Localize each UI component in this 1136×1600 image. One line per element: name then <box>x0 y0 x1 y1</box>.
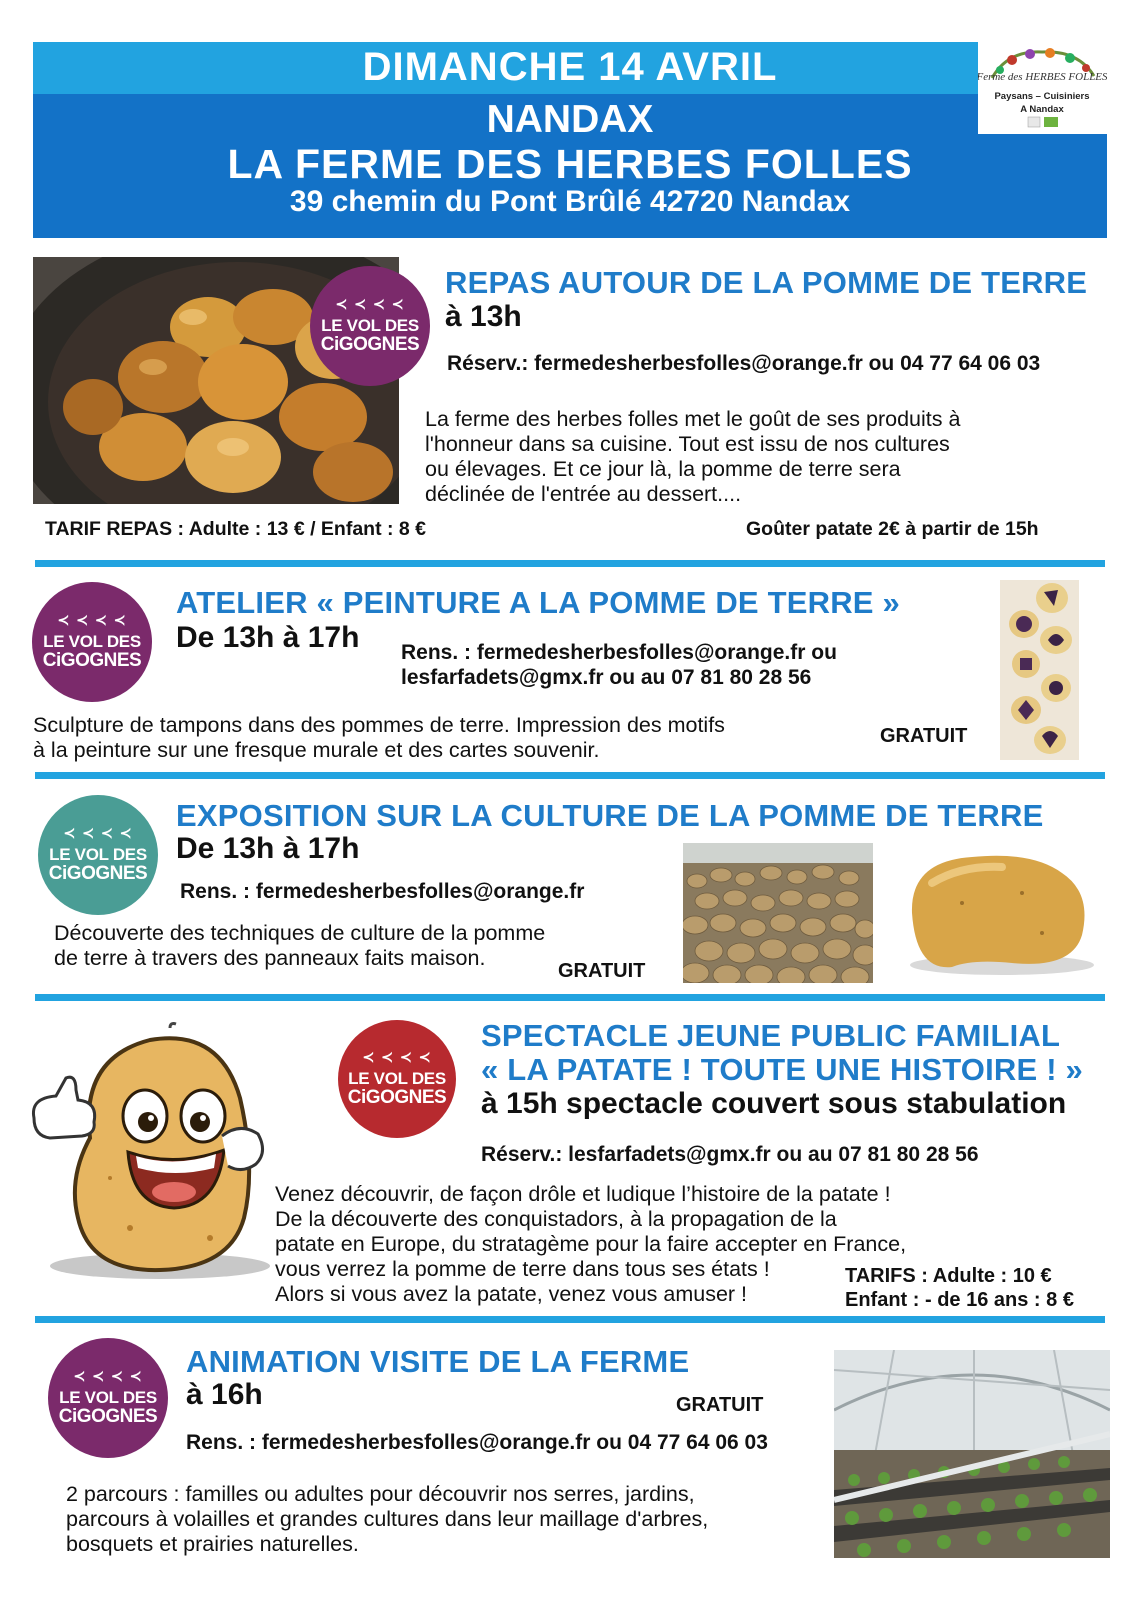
badge-text-line1: LE VOL DES <box>321 315 419 335</box>
visite-description <box>66 1482 708 1557</box>
vol-des-cigognes-badge <box>38 795 158 915</box>
repas-desc-line: La ferme des herbes folles met le goût de ses produits à <box>425 407 961 431</box>
repas-contact: Réserv.: fermedesherbesfolles@orange.fr ou 04 77 64 06 03 <box>447 352 1041 375</box>
spectacle-tarif-child: Enfant : - de 16 ans : 8 € <box>845 1289 1074 1311</box>
badge-text-line2: CiGOGNES <box>320 333 420 355</box>
expo-desc-line: de terre à travers des panneaux faits maison. <box>54 946 486 970</box>
event-address: 39 chemin du Pont Brûlé 42720 Nandax <box>289 185 851 218</box>
spectacle-desc-line: patate en Europe, du stratagème pour la faire accepter en France, <box>275 1232 907 1256</box>
section-divider <box>35 560 1105 567</box>
atelier-desc-line: Sculpture de tampons dans des pommes de terre. Impression des motifs <box>33 713 725 737</box>
atelier-gratuit: GRATUIT <box>880 725 968 747</box>
single-potato-photo <box>892 843 1102 983</box>
repas-desc-line: l'honneur dans sa cuisine. Tout est issu de nos cultures <box>425 432 950 456</box>
repas-gouter: Goûter patate 2€ à partir de 15h <box>746 518 1039 540</box>
visite-desc-line: parcours à volailles et grandes cultures dans leur maillage d'arbres, <box>66 1507 709 1531</box>
visite-title: ANIMATION VISITE DE LA FERME <box>186 1344 690 1379</box>
spectacle-desc-line: Venez découvrir, de façon drôle et ludique l’histoire de la patate ! <box>275 1182 891 1206</box>
farm-logo <box>978 42 1107 134</box>
repas-description <box>425 407 960 507</box>
spectacle-desc-line: Alors si vous avez la patate, venez vous amuser ! <box>275 1282 748 1306</box>
visite-time: à 16h <box>186 1378 263 1411</box>
spectacle-desc-line: vous verrez la pomme de terre dans tous ses états ! <box>275 1257 770 1281</box>
greenhouse-photo <box>834 1350 1110 1558</box>
section-divider <box>35 772 1105 779</box>
badge-text-line1: LE VOL DES <box>43 631 141 651</box>
logo-location: A Nandax <box>1020 104 1064 115</box>
section-divider <box>35 1316 1105 1323</box>
repas-tarif: TARIF REPAS : Adulte : 13 € / Enfant : 8 € <box>45 518 427 540</box>
event-venue: LA FERME DES HERBES FOLLES <box>227 141 913 187</box>
cigognes-birds-icon: ≺ ≺ ≺ ≺ <box>57 611 127 629</box>
badge-text-line2: CiGOGNES <box>48 862 148 884</box>
atelier-contact-line: Rens. : fermedesherbesfolles@orange.fr ou <box>401 641 837 664</box>
expo-description <box>54 921 545 971</box>
badge-text-line2: CiGOGNES <box>42 649 142 671</box>
spectacle-desc-line: De la découverte des conquistadors, à la propagation de la <box>275 1207 837 1231</box>
expo-gratuit: GRATUIT <box>558 960 646 982</box>
spectacle-subtitle: « LA PATATE ! TOUTE UNE HISTOIRE ! » <box>481 1052 1083 1087</box>
vol-des-cigognes-badge <box>310 266 430 386</box>
event-date: DIMANCHE 14 AVRIL <box>362 45 778 89</box>
spectacle-tarifs <box>845 1264 1074 1312</box>
atelier-contact <box>401 640 837 690</box>
expo-contact: Rens. : fermedesherbesfolles@orange.fr <box>180 880 585 903</box>
potato-stamps-photo <box>1000 580 1079 760</box>
badge-text-line2: CiGOGNES <box>347 1086 447 1108</box>
visite-desc-line: bosquets et prairies naturelles. <box>66 1532 359 1556</box>
atelier-contact-line: lesfarfadets@gmx.fr ou au 07 81 80 28 56 <box>401 666 812 689</box>
cigognes-birds-icon: ≺ ≺ ≺ ≺ <box>63 824 133 842</box>
vol-des-cigognes-badge <box>48 1338 168 1458</box>
logo-name: Ferme des HERBES FOLLES <box>978 71 1107 83</box>
badge-text-line2: CiGOGNES <box>58 1405 158 1427</box>
repas-desc-line: ou élevages. Et ce jour là, la pomme de terre sera <box>425 457 901 481</box>
spectacle-tarif-adult: TARIFS : Adulte : 10 € <box>845 1265 1052 1287</box>
atelier-desc-line: à la peinture sur une fresque murale et des cartes souvenir. <box>33 738 600 762</box>
repas-desc-line: déclinée de l'entrée au dessert.... <box>425 482 742 506</box>
vol-des-cigognes-badge <box>338 1020 456 1138</box>
atelier-time: De 13h à 17h <box>176 621 360 654</box>
repas-title: REPAS AUTOUR DE LA POMME DE TERRE <box>445 265 1088 300</box>
cigognes-birds-icon: ≺ ≺ ≺ ≺ <box>362 1048 432 1066</box>
vol-des-cigognes-badge <box>32 582 152 702</box>
spectacle-description <box>275 1182 906 1307</box>
section-divider <box>35 994 1105 1001</box>
expo-desc-line: Découverte des techniques de culture de la pomme <box>54 921 546 945</box>
badge-text-line1: LE VOL DES <box>59 1387 157 1407</box>
visite-gratuit: GRATUIT <box>676 1394 764 1416</box>
farm-logo-graphic <box>978 42 1107 134</box>
cartoon-potato-illustration <box>20 1018 270 1288</box>
repas-time: à 13h <box>445 300 522 333</box>
spectacle-time: à 15h spectacle couvert sous stabulation <box>481 1087 1067 1120</box>
visite-desc-line: 2 parcours : familles ou adultes pour découvrir nos serres, jardins, <box>66 1482 695 1506</box>
badge-text-line1: LE VOL DES <box>49 844 147 864</box>
logo-tagline: Paysans – Cuisiniers <box>994 91 1090 102</box>
spectacle-title: SPECTACLE JEUNE PUBLIC FAMILIAL <box>481 1018 1061 1053</box>
visite-contact: Rens. : fermedesherbesfolles@orange.fr ou 04 77 64 06 03 <box>186 1431 768 1454</box>
cigognes-birds-icon: ≺ ≺ ≺ ≺ <box>335 295 405 313</box>
event-town: NANDAX <box>486 98 654 141</box>
expo-time: De 13h à 17h <box>176 832 360 865</box>
cigognes-birds-icon: ≺ ≺ ≺ ≺ <box>73 1367 143 1385</box>
potato-pile-photo <box>683 843 873 983</box>
atelier-description <box>33 713 725 763</box>
spectacle-contact: Réserv.: lesfarfadets@gmx.fr ou au 07 81 80 28 56 <box>481 1143 979 1166</box>
expo-title: EXPOSITION SUR LA CULTURE DE LA POMME DE TERRE <box>176 798 1044 833</box>
badge-text-line1: LE VOL DES <box>348 1068 446 1088</box>
atelier-title: ATELIER « PEINTURE A LA POMME DE TERRE » <box>176 585 900 620</box>
